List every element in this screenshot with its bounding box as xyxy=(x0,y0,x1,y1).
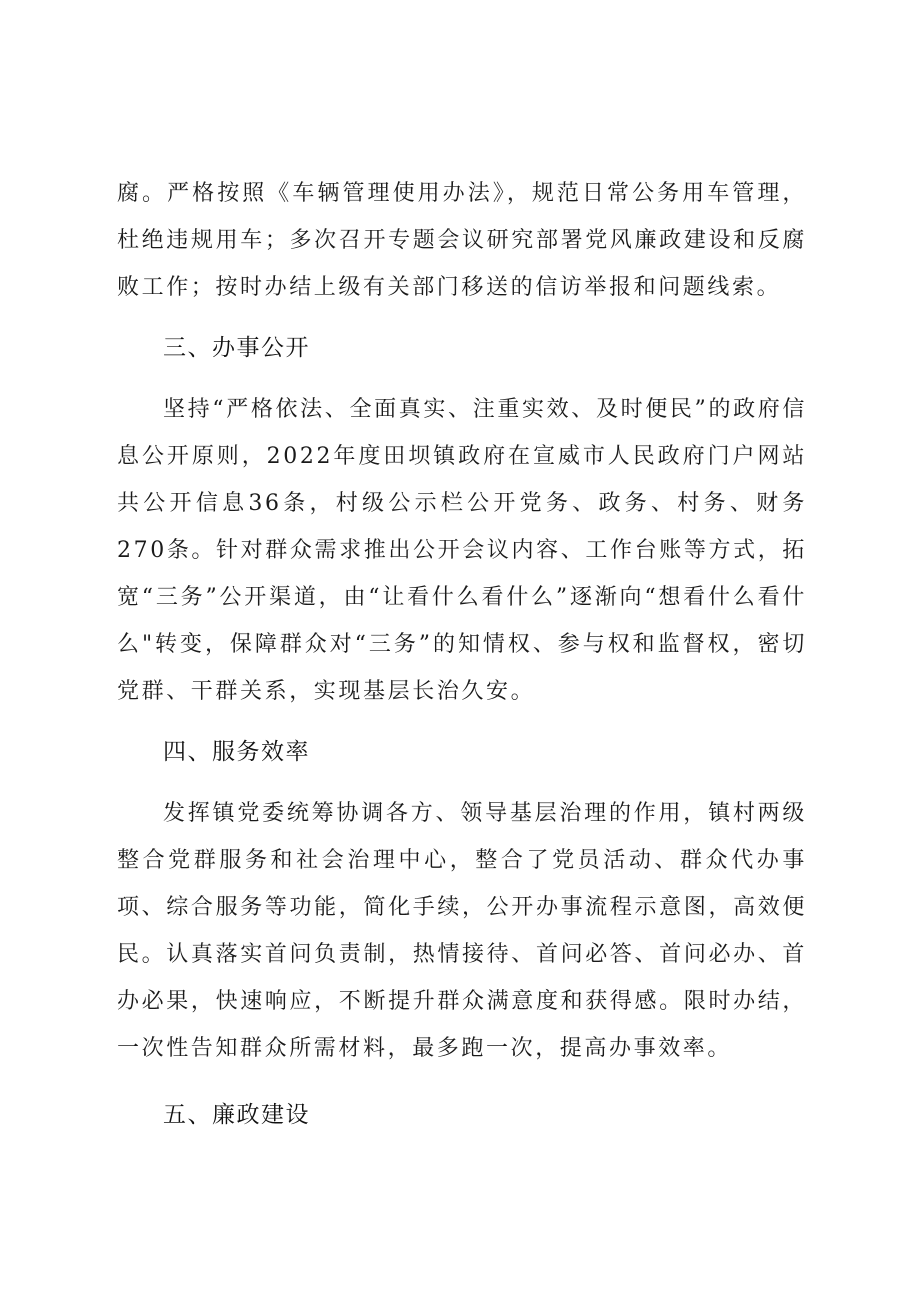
document-body xyxy=(117,170,807,1139)
section-3-paragraph: 坚持“严格依法、全面真实、注重实效、及时便民”的政府信息公开原则，2022年度田坝镇政府在宣威市人民政府门户网站共公开信息36条，村级公示栏公开党务、政务、村务、财务270条。针对群众需求推出公开会议内容、工作台账等方式，拓宽“三务”公开渠道，由“让看什么看什么”逐渐向“想看什么看什么"转变，保障群众对“三务”的知情权、参与权和监督权，密切党群、干群关系，实现基层长治久安。 xyxy=(117,397,807,704)
section-heading-5: 五、廉政建设 xyxy=(163,1102,310,1128)
spacer xyxy=(117,776,807,790)
section-heading-4: 四、服务效率 xyxy=(163,739,310,765)
section-heading-3: 三、办事公开 xyxy=(163,335,310,361)
spacer xyxy=(117,311,807,325)
section-4-paragraph: 发挥镇党委统筹协调各方、领导基层治理的作用，镇村两级整合党群服务和社会治理中心，整合了党员活动、群众代办事项、综合服务等功能，简化手续，公开办事流程示意图，高效便民。认真落实首问负责制，热情接待、首问必答、首问必办、首办必果，快速响应，不断提升群众满意度和获得感。限时办结，一次性告知群众所需材料，最多跑一次，提高办事效率。 xyxy=(117,801,807,1061)
spacer xyxy=(117,1072,807,1092)
paragraph-continuation: 腐。严格按照《车辆管理使用办法》，规范日常公务用车管理，杜绝违规用车；多次召开专题会议研究部署党风廉政建设和反腐败工作；按时办结上级有关部门移送的信访举报和问题线索。 xyxy=(117,181,807,300)
spacer xyxy=(117,715,807,729)
spacer xyxy=(117,372,807,386)
